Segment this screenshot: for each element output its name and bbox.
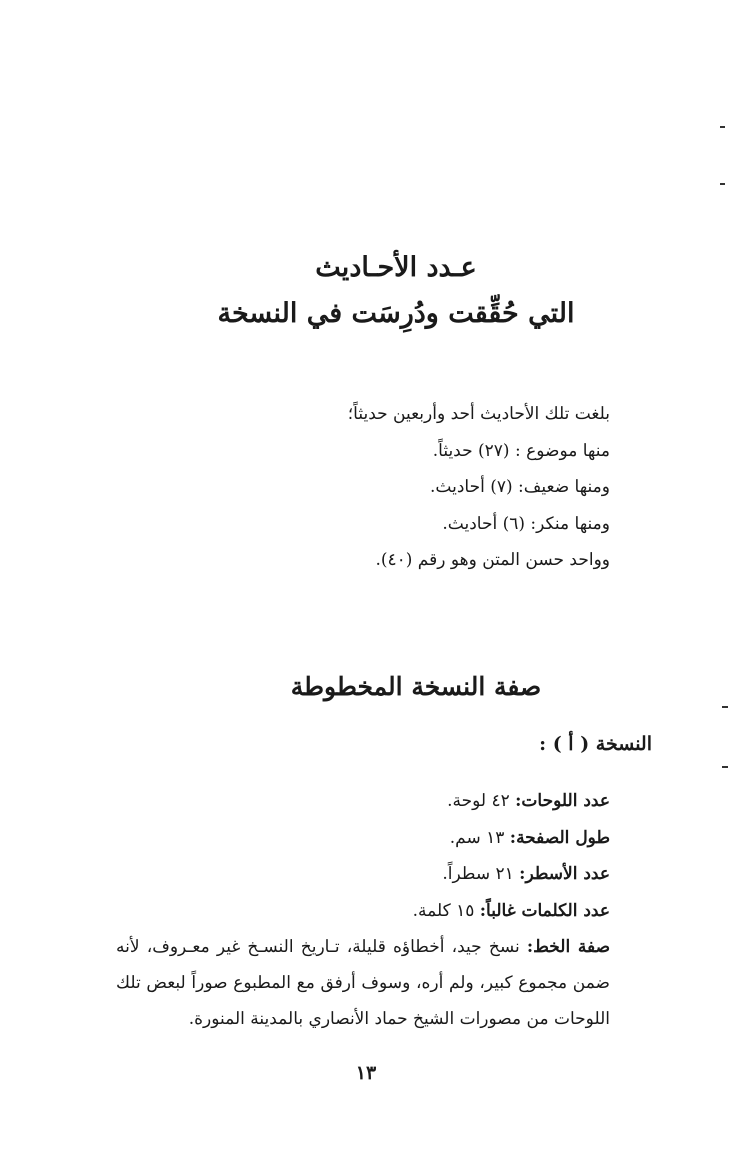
property-value: ٢١ سطراً. [442,864,514,884]
manuscript-properties [413,783,610,929]
script-description-text: نسخ جيد، أخطاؤه قليلة، تـاريخ النسـخ غير معـروف، لأنه [116,937,520,957]
property-value: ٤٢ لوحة. [447,791,510,811]
margin-mark [722,706,728,708]
property-label: عدد الأسطر: [519,864,610,884]
main-title-line-1: عـدد الأحـاديث [315,252,477,283]
property-label: عدد اللوحات: [515,791,610,811]
property-value: ١٣ سم. [449,827,505,848]
stats-line: وواحد حسن المتن وهو رقم (٤٠). [375,550,610,570]
script-description-line-1 [116,929,610,965]
property-label: طول الصفحة: [509,827,610,848]
stats-line: بلغت تلك الأحاديث أحد وأربعين حديثاً؛ [347,404,610,424]
property-row [413,783,610,820]
script-description-line-2: ضمن مجموع كبير، ولم أره، وسوف أرفق مع المطبوع صوراً لبعض تلك [116,973,610,993]
property-value: ١٥ كلمة. [412,900,475,921]
page-number: ١٣ [355,1062,377,1084]
stats-line: ومنها ضعيف: (٧) أحاديث. [430,477,610,497]
section-title: صفة النسخة المخطوطة [290,672,542,701]
stats-line: ومنها منكر: (٦) أحاديث. [442,513,610,534]
script-description-line-3: اللوحات من مصورات الشيخ حماد الأنصاري بالمدينة المنورة. [188,1009,610,1029]
margin-mark [722,766,728,768]
property-row [413,820,610,857]
script-description-label: صفة الخط: [526,937,611,957]
property-label: عدد الكلمات غالباً: [479,900,610,921]
margin-mark [720,183,725,185]
margin-mark [720,126,725,128]
property-row [413,893,610,930]
stats-line: منها موضوع : (٢٧) حديثاً. [432,440,610,461]
main-title-line-2: التي حُقِّقت ودُرِسَت في النسخة [217,298,575,329]
hadith-stats-list [348,396,610,579]
property-row [413,856,610,893]
copy-heading: النسخة ( أ ) : [539,733,652,755]
